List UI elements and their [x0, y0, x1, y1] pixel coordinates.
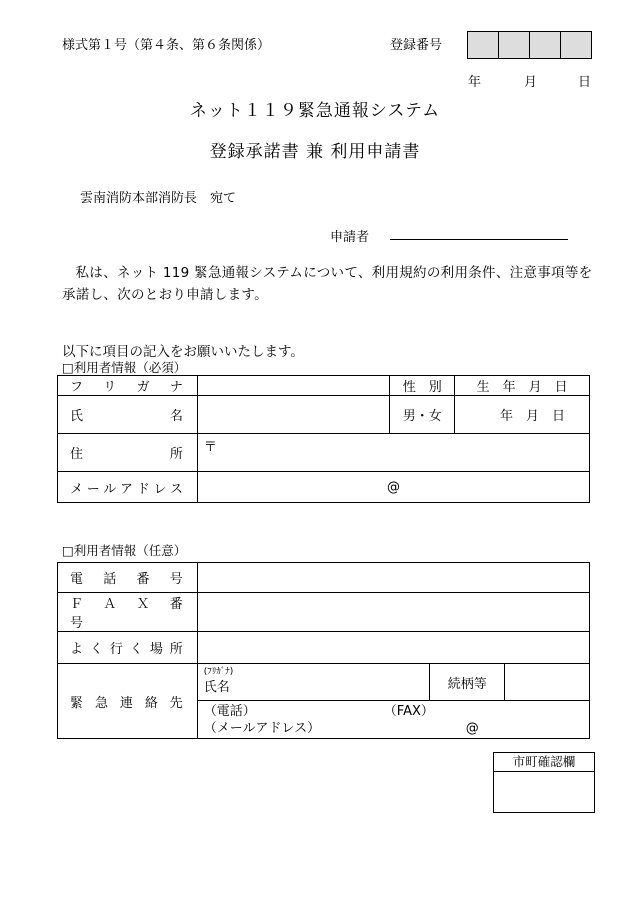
- applicant-signature-line[interactable]: [390, 239, 568, 240]
- registration-number-label: 登録番号: [390, 38, 443, 53]
- registration-digit-box[interactable]: [560, 32, 591, 58]
- emergency-tel-label: （電話）: [203, 703, 256, 719]
- name-field[interactable]: [197, 396, 389, 434]
- registration-digit-box[interactable]: [468, 32, 498, 58]
- date-month-label: 月: [524, 75, 538, 90]
- registration-digit-box[interactable]: [529, 32, 560, 58]
- optional-section-heading: □利用者情報（任意）: [62, 543, 187, 558]
- frequent-place-label: よく行く場所: [58, 632, 198, 664]
- furigana-field[interactable]: [197, 376, 389, 396]
- relation-label: 続柄等: [430, 664, 505, 701]
- phone-label: 電 話 番 号: [58, 563, 198, 593]
- emergency-furigana-label: (ﾌﾘｶﾞﾅ): [203, 667, 234, 677]
- registration-number-boxes[interactable]: [467, 31, 592, 59]
- name-label: 氏 名: [58, 396, 198, 434]
- emergency-contact-label: 緊急連絡先: [58, 664, 198, 739]
- frequent-place-field[interactable]: [197, 632, 589, 664]
- document-subtitle: 登録承諾書 兼 利用申請書: [209, 142, 421, 162]
- emergency-name-label: 氏名: [203, 680, 230, 695]
- applicant-label: 申請者: [330, 230, 370, 245]
- required-info-table: [57, 375, 590, 503]
- dob-label: 生 年 月 日: [455, 376, 590, 396]
- relation-field[interactable]: [505, 664, 590, 701]
- address-field[interactable]: [197, 434, 589, 472]
- emergency-mail-at-mark: @: [465, 720, 479, 736]
- required-section-heading: □利用者情報（必須）: [62, 360, 187, 375]
- municipality-confirmation-field[interactable]: [494, 772, 594, 812]
- emergency-fax-label: （FAX）: [383, 703, 434, 719]
- emergency-contact-details[interactable]: [197, 701, 589, 739]
- phone-field[interactable]: [197, 563, 589, 593]
- dob-field[interactable]: 年 月 日: [455, 396, 590, 434]
- gender-label: 性 別: [390, 376, 455, 396]
- email-field[interactable]: [197, 472, 589, 503]
- addressee: 雲南消防本部消防長 宛て: [80, 191, 237, 206]
- furigana-label: フ リ ガ ナ: [58, 376, 198, 396]
- date-year-label: 年: [468, 75, 482, 90]
- email-label: メールアドレス: [58, 472, 198, 503]
- postal-mark: 〒: [203, 440, 217, 455]
- document-title: ネット１１９緊急通報システム: [189, 101, 441, 121]
- emergency-mail-label: （メールアドレス）: [203, 720, 321, 736]
- instruction-text: 以下に項目の記入をお願いいたします。: [62, 344, 304, 360]
- declaration-text: 私は、ネット 119 緊急通報システムについて、利用規約の利用条件、注意事項等を承諾し、次のとおり申請します。: [62, 265, 593, 303]
- fax-label: Ｆ Ａ Ｘ 番 号: [58, 593, 198, 632]
- email-at-mark: @: [386, 479, 400, 495]
- registration-digit-box[interactable]: [498, 32, 529, 58]
- municipality-confirmation-title: 市町確認欄: [494, 753, 594, 772]
- form-number: 様式第１号（第４条、第６条関係）: [62, 38, 271, 53]
- municipality-confirmation-box: [493, 752, 595, 813]
- optional-info-table: [57, 562, 590, 739]
- fax-field[interactable]: [197, 593, 589, 632]
- address-label: 住 所: [58, 434, 198, 472]
- gender-field[interactable]: 男・女: [390, 396, 455, 434]
- emergency-name-field[interactable]: [197, 664, 430, 701]
- date-day-label: 日: [578, 75, 592, 90]
